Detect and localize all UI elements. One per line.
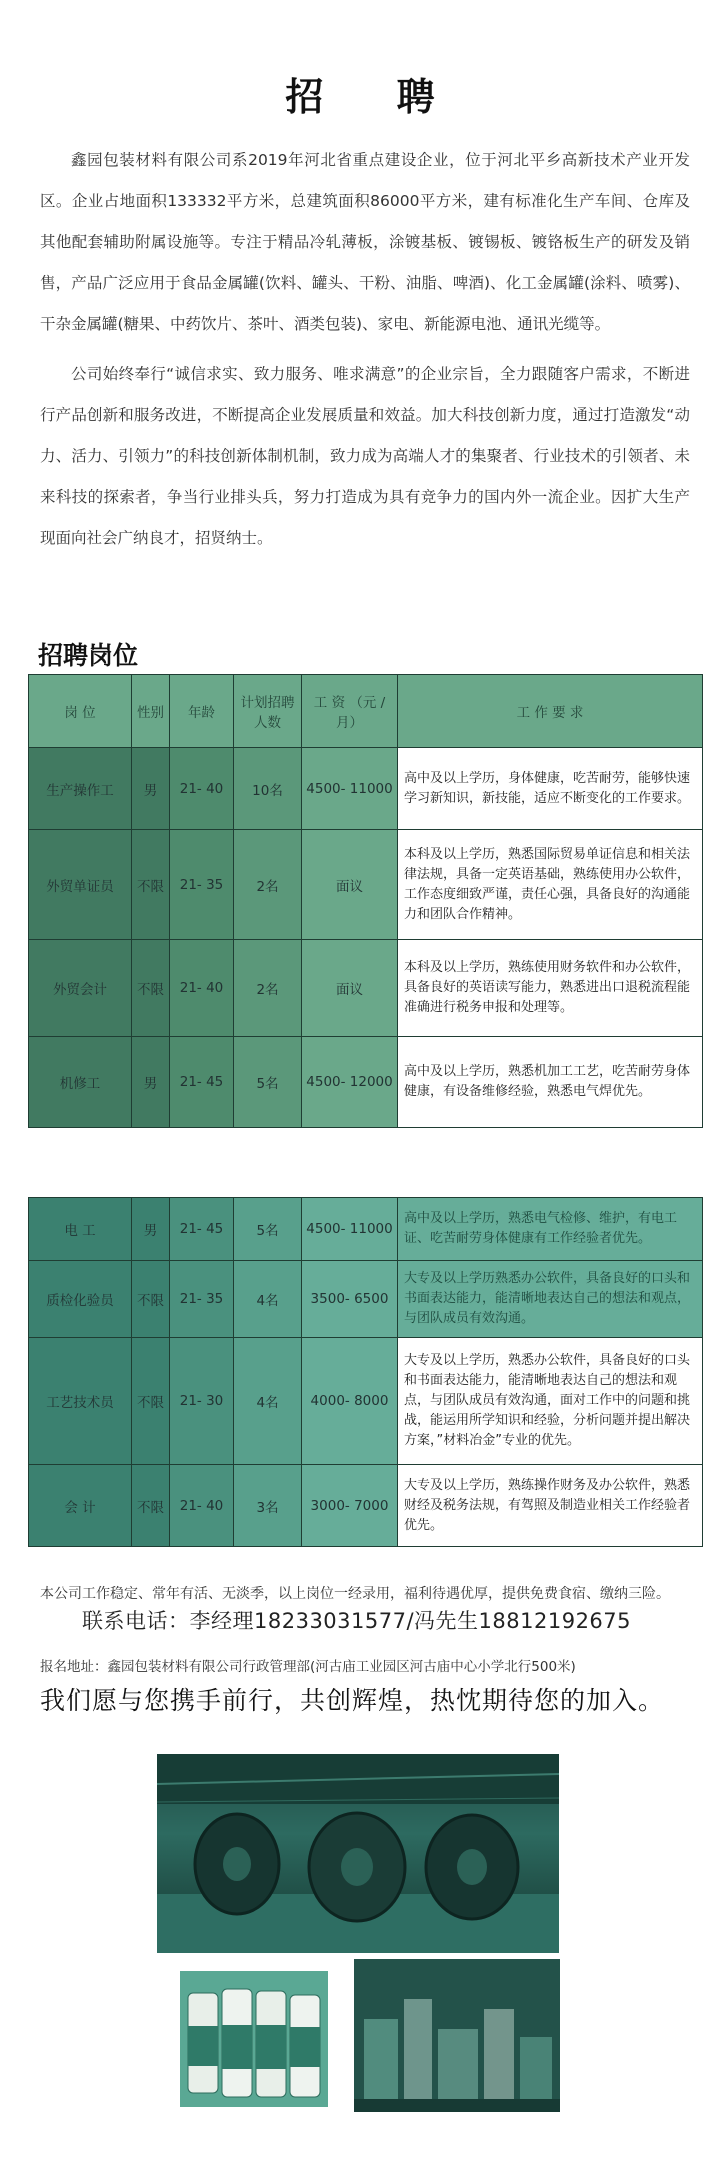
- jobs-table-part1: [28, 674, 703, 1128]
- job-count: 2名: [234, 940, 302, 1037]
- job-salary: 3000- 7000: [302, 1465, 398, 1547]
- table-row: [29, 830, 703, 940]
- slogan: 我们愿与您携手前行，共创辉煌，热忱期待您的加入。: [40, 1686, 665, 1715]
- job-count: 3名: [234, 1465, 302, 1547]
- job-count: 5名: [234, 1037, 302, 1128]
- job-count: 10名: [234, 748, 302, 830]
- job-position: 外贸会计: [29, 940, 132, 1037]
- job-gender: 男: [132, 1198, 170, 1261]
- job-salary: 4500- 11000: [302, 1198, 398, 1261]
- job-position: 质检化验员: [29, 1261, 132, 1338]
- job-position: 生产操作工: [29, 748, 132, 830]
- job-salary: 3500- 6500: [302, 1261, 398, 1338]
- job-age: 21- 30: [170, 1338, 234, 1465]
- page-title: 招 聘: [285, 75, 465, 119]
- job-position: 外贸单证员: [29, 830, 132, 940]
- job-count: 4名: [234, 1261, 302, 1338]
- header-count: 计划招聘人数: [234, 675, 302, 748]
- job-gender: 不限: [132, 830, 170, 940]
- job-gender: 不限: [132, 940, 170, 1037]
- job-requirement: 本科及以上学历，熟悉国际贸易单证信息和相关法律法规，具备一定英语基础，熟练使用办公软件，工作态度细致严谨，责任心强，具备良好的沟通能力和团队合作精神。: [398, 830, 703, 940]
- job-gender: 不限: [132, 1261, 170, 1338]
- job-salary: 面议: [302, 940, 398, 1037]
- job-requirement: 本科及以上学历，熟练使用财务软件和办公软件，具备良好的英语读写能力，熟悉进出口退税流程能准确进行税务申报和处理等。: [398, 940, 703, 1037]
- job-requirement: 大专及以上学历，熟悉办公软件，具备良好的口头和书面表达能力，能清晰地表达自己的想法和观点，与团队成员有效沟通，面对工作中的问题和挑战，能运用所学知识和经验，分析问题并提出解决方案，”材料冶金”专业的优先。: [398, 1338, 703, 1465]
- section-title: 招聘岗位: [38, 641, 139, 670]
- job-age: 21- 45: [170, 1198, 234, 1261]
- benefits-note: 本公司工作稳定、常年有活、无淡季，以上岗位一经录用，福利待遇优厚，提供免费食宿、缴纳三险。: [40, 1586, 670, 1602]
- contact-phone: 联系电话：李经理18233031577/冯先生18812192675: [82, 1609, 632, 1633]
- table-row: [29, 940, 703, 1037]
- job-salary: 面议: [302, 830, 398, 940]
- table-row: [29, 1037, 703, 1128]
- table-row: [29, 1465, 703, 1547]
- job-position: 电 工: [29, 1198, 132, 1261]
- job-gender: 不限: [132, 1338, 170, 1465]
- header-salary: 工 资 （元 / 月）: [302, 675, 398, 748]
- job-requirement: 大专及以上学历，熟练操作财务及办公软件，熟悉财经及税务法规，有驾照及制造业相关工作经验者优先。: [398, 1465, 703, 1547]
- table-header-row: [29, 675, 703, 748]
- job-requirement: 高中及以上学历，熟悉电气检修、维护，有电工证、吃苦耐劳身体健康有工作经验者优先。: [398, 1198, 703, 1261]
- intro-paragraph-1: 鑫园包装材料有限公司系2019年河北省重点建设企业，位于河北平乡高新技术产业开发区。企业占地面积133332平方米，总建筑面积86000平方米，建有标准化生产车间、仓库及其他配套辅助附属设施等。专注于精品冷轧薄板，涂镀基板、镀锡板、镀铬板生产的研发及销售，产品广泛应用于食品金属罐(饮料、罐头、干粉、油脂、啤酒)、化工金属罐(涂料、喷雾)、干杂金属罐(糖果、中药饮片、茶叶、酒类包装)、家电、新能源电池、通讯光缆等。: [40, 151, 690, 333]
- header-gender: 性别: [132, 675, 170, 748]
- job-requirement: 大专及以上学历熟悉办公软件，具备良好的口头和书面表达能力，能清晰地表达自己的想法和观点，与团队成员有效沟通。: [398, 1261, 703, 1338]
- job-gender: 不限: [132, 1465, 170, 1547]
- job-salary: 4000- 8000: [302, 1338, 398, 1465]
- product-display-photo: [354, 1959, 560, 2112]
- job-gender: 男: [132, 1037, 170, 1128]
- intro-paragraph-2: 公司始终奉行“诚信求实、致力服务、唯求满意”的企业宗旨，全力跟随客户需求，不断进行产品创新和服务改进，不断提高企业发展质量和效益。加大科技创新力度，通过打造激发“动力、活力、引领力”的科技创新体制机制，致力成为高端人才的集聚者、行业技术的引领者、未来科技的探索者，争当行业排头兵，努力打造成为具有竞争力的国内外一流企业。因扩大生产现面向社会广纳良才，招贤纳士。: [40, 365, 690, 547]
- company-intro: [40, 140, 690, 568]
- table-row: [29, 1338, 703, 1465]
- job-count: 2名: [234, 830, 302, 940]
- job-position: 机修工: [29, 1037, 132, 1128]
- job-age: 21- 40: [170, 1465, 234, 1547]
- jobs-table-part2: [28, 1197, 703, 1547]
- signup-address: 报名地址：鑫园包装材料有限公司行政管理部(河古庙工业园区河古庙中心小学北行500米): [40, 1659, 576, 1675]
- job-position: 工艺技术员: [29, 1338, 132, 1465]
- job-position: 会 计: [29, 1465, 132, 1547]
- job-requirement: 高中及以上学历，身体健康，吃苦耐劳，能够快速学习新知识，新技能，适应不断变化的工作要求。: [398, 748, 703, 830]
- job-age: 21- 35: [170, 830, 234, 940]
- table-row: [29, 1261, 703, 1338]
- job-age: 21- 35: [170, 1261, 234, 1338]
- job-salary: 4500- 11000: [302, 748, 398, 830]
- table-row: [29, 748, 703, 830]
- job-count: 5名: [234, 1198, 302, 1261]
- job-age: 21- 40: [170, 940, 234, 1037]
- job-age: 21- 45: [170, 1037, 234, 1128]
- factory-steel-coils-photo: [157, 1754, 559, 1953]
- job-age: 21- 40: [170, 748, 234, 830]
- product-cans-photo: [180, 1971, 328, 2107]
- header-position: 岗 位: [29, 675, 132, 748]
- header-requirement: 工 作 要 求: [398, 675, 703, 748]
- job-requirement: 高中及以上学历，熟悉机加工工艺，吃苦耐劳身体健康，有设备维修经验，熟悉电气焊优先。: [398, 1037, 703, 1128]
- table-row: [29, 1198, 703, 1261]
- job-gender: 男: [132, 748, 170, 830]
- job-salary: 4500- 12000: [302, 1037, 398, 1128]
- header-age: 年龄: [170, 675, 234, 748]
- job-count: 4名: [234, 1338, 302, 1465]
